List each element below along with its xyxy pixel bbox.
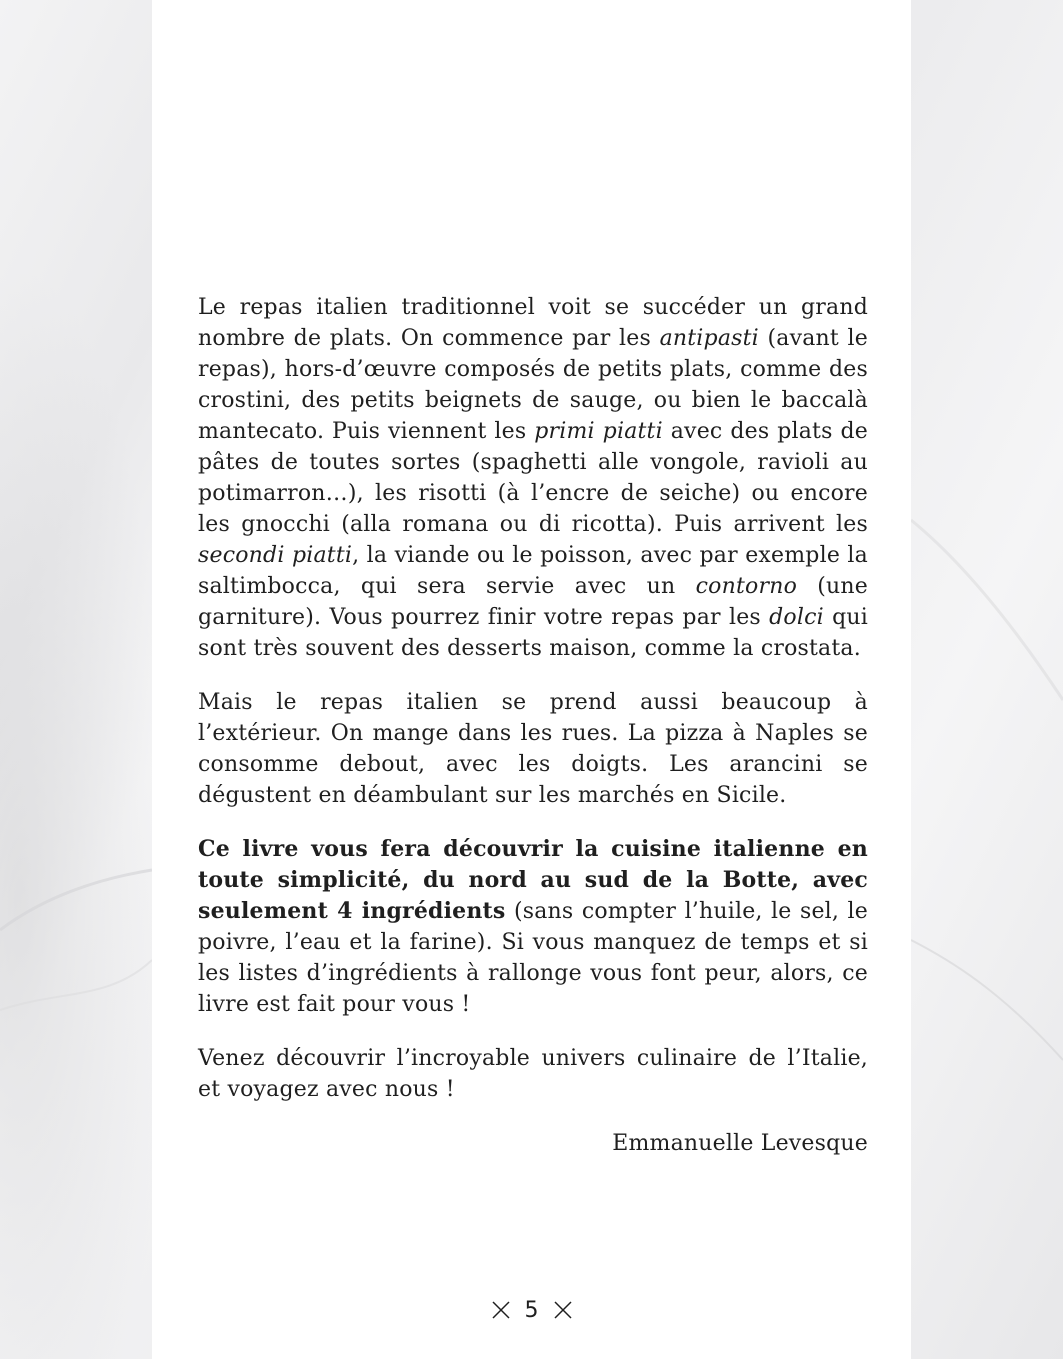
book-page (152, 0, 911, 1359)
text-run: qui sont très souvent des desserts maison, comme la crostata. (198, 605, 868, 661)
text-run: Ce livre vous fera découvrir la cuisine italienne en toute simplicité, du nord au sud de la Botte, avec seulement 4 ingrédients (198, 836, 868, 924)
text-run: (avant le repas), hors-d’œuvre composés de petits plats, comme des crostini, des petits beignets de sauge, ou bien le baccalà mantecato. Puis viennent les (198, 326, 869, 444)
page-footer (152, 1294, 911, 1326)
paragraph-3 (198, 834, 868, 1020)
paragraph-2 (198, 687, 868, 811)
text-run: (sans compter l’huile, le sel, le poivre, l’eau et la farine). Si vous manquez de temps et si les listes d’ingrédients à rallonge vous font peur, alors, ce livre est fait pour vous ! (198, 899, 868, 1017)
text-run: contorno (695, 574, 798, 599)
text-run: primi piatti (534, 419, 663, 444)
cross-ornament-icon (553, 1300, 573, 1320)
paragraph-4 (198, 1043, 868, 1105)
foreword-text (198, 292, 868, 1159)
text-run: Le repas italien traditionnel voit se succéder un grand nombre de plats. On commence par les (198, 295, 868, 351)
text-run: avec des plats de pâtes de toutes sortes (spaghetti alle vongole, ravioli au potimarron…), les risotti (à l’encre de seiche) ou encore les gnocchi (alla romana ou di ricotta). Puis arrivent les (198, 419, 868, 537)
text-run: Venez découvrir l’incroyable univers culinaire de l’Italie, et voyagez avec nous ! (198, 1046, 868, 1102)
text-run: (une garniture). Vous pourrez finir votre repas par les (198, 574, 868, 630)
text-run: , la viande ou le poisson, avec par exemple la saltimbocca, qui sera servie avec un (198, 543, 868, 599)
text-run: antipasti (659, 326, 759, 351)
page-number: 5 (524, 1297, 539, 1323)
text-run: dolci (769, 605, 824, 630)
paragraph-1 (198, 292, 868, 664)
cross-ornament-icon (491, 1300, 511, 1320)
text-run: secondi piatti (198, 543, 353, 568)
author-signature: Emmanuelle Levesque (612, 1131, 868, 1156)
text-run: Mais le repas italien se prend aussi beaucoup à l’extérieur. On mange dans les rues. La pizza à Naples se consomme debout, avec les doigts. Les arancini se dégustent en déambulant sur les marchés en Sicile. (198, 690, 868, 808)
